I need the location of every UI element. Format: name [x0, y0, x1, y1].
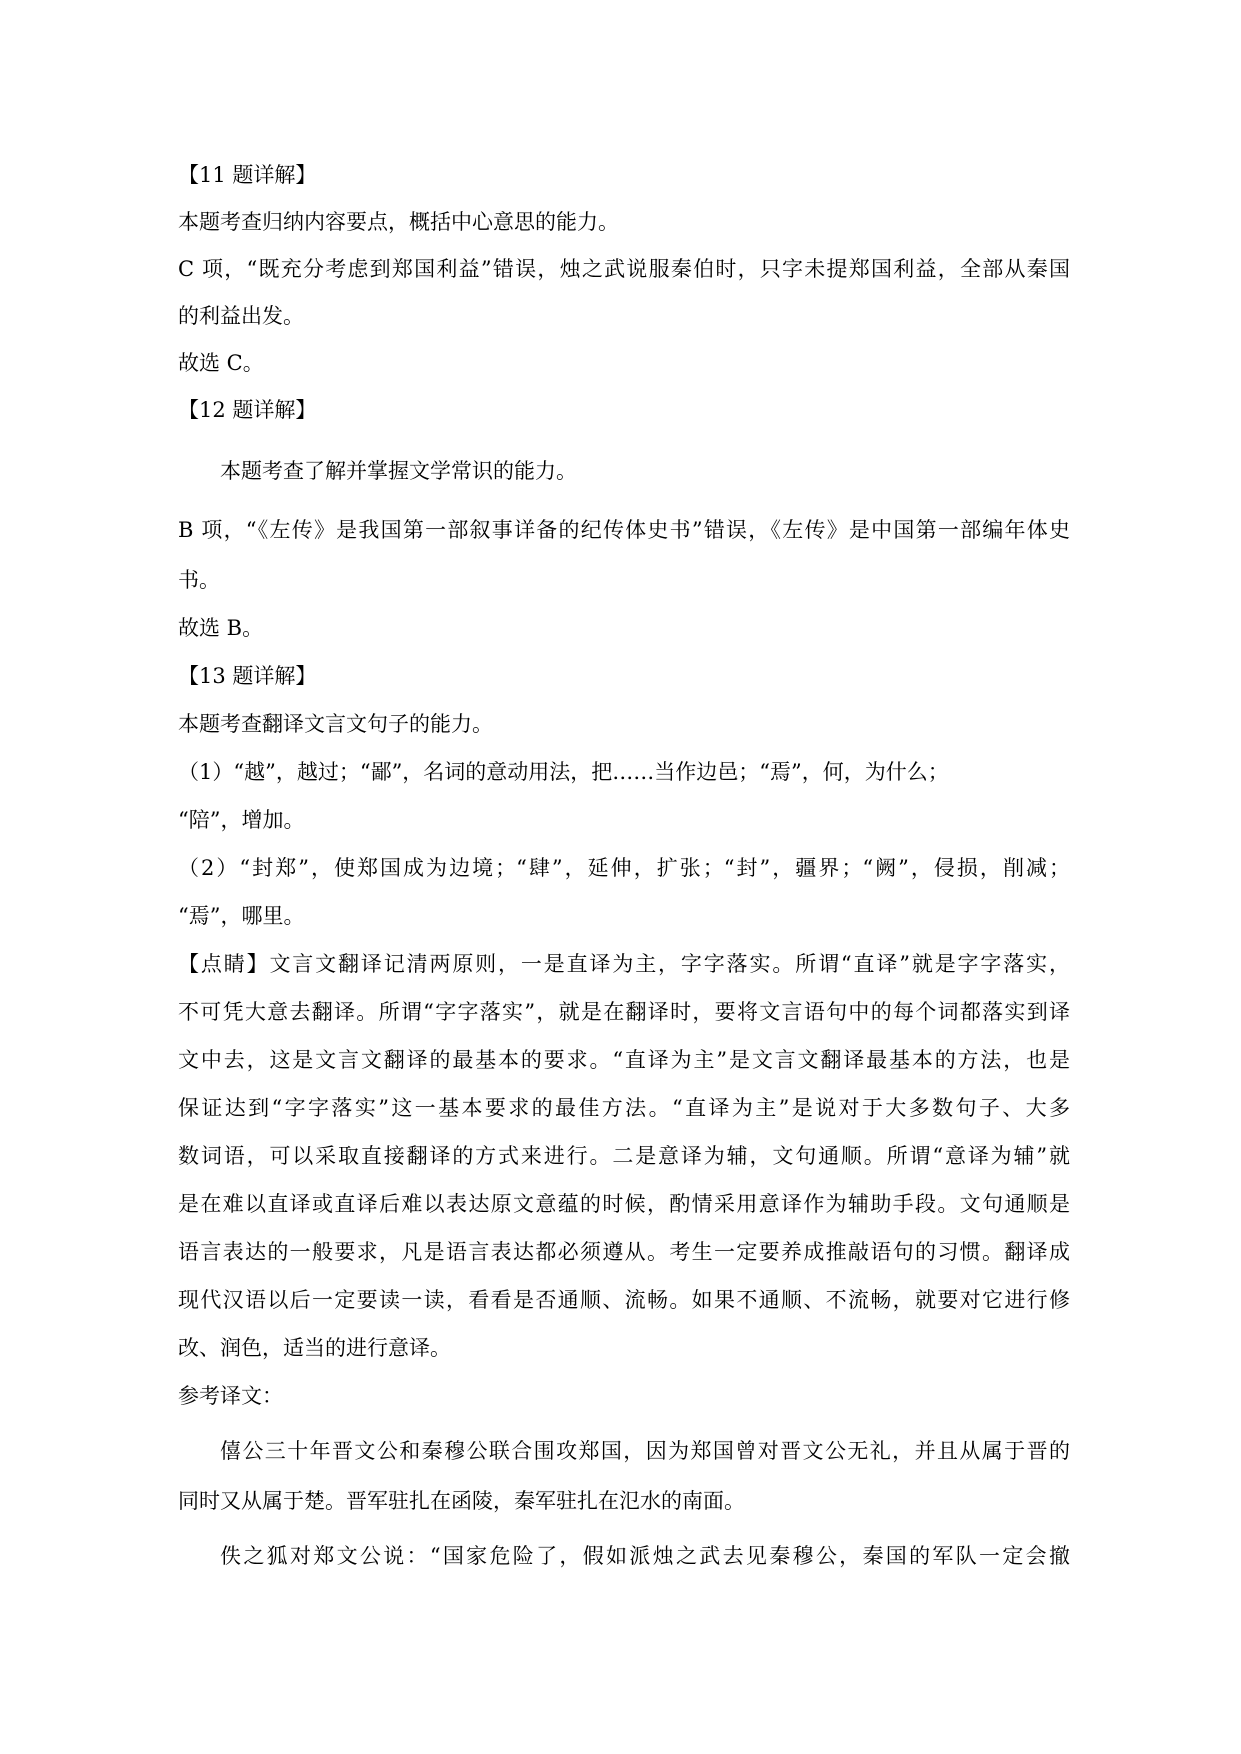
q12-option-line-1: B 项，“《左传》是我国第一部叙事详备的纪传体史书”错误，《左传》是中国第一部编年体史: [178, 518, 1070, 542]
q12-heading: 【12 题详解】: [178, 398, 317, 422]
q11-option-line-1: C 项，“既充分考虑到郑国利益”错误，烛之武说服秦伯时，只字未提郑国利益，全部从秦国: [178, 257, 1070, 281]
translation-p2-line-1: 佚之狐对郑文公说：“国家危险了，假如派烛之武去见秦穆公，秦国的军队一定会撤: [220, 1544, 1070, 1568]
q13-item-1-line-1: （1）“越”，越过；“鄙”，名词的意动用法，把……当作边邑；“焉”，何，为什么；: [178, 760, 949, 784]
q11-answer: 故选 C。: [178, 351, 264, 375]
q11-heading: 【11 题详解】: [178, 163, 317, 187]
q12-answer: 故选 B。: [178, 616, 264, 640]
q11-option-line-2: 的利益出发。: [178, 304, 304, 328]
tip-line: 数词语，可以采取直接翻译的方式来进行。二是意译为辅，文句通顺。所谓“意译为辅”就: [178, 1144, 1070, 1168]
q11-intro: 本题考查归纳内容要点，概括中心意思的能力。: [178, 210, 619, 234]
q13-item-1-line-2: “陪”，增加。: [178, 808, 305, 832]
tip-line: 是在难以直译或直译后难以表达原文意蕴的时候，酌情采用意译作为辅助手段。文句通顺是: [178, 1192, 1070, 1216]
translation-p1-line-1: 僖公三十年晋文公和秦穆公联合围攻郑国，因为郑国曾对晋文公无礼，并且从属于晋的: [220, 1439, 1070, 1463]
q13-item-2-line-1: （2）“封郑”，使郑国成为边境；“肆”，延伸，扩张；“封”，疆界；“阙”，侵损，削减；: [178, 856, 1070, 880]
q12-intro: 本题考查了解并掌握文学常识的能力。: [220, 459, 577, 483]
translation-heading: 参考译文：: [178, 1384, 283, 1408]
tip-line: 现代汉语以后一定要读一读，看看是否通顺、流畅。如果不通顺、不流畅，就要对它进行修: [178, 1288, 1070, 1312]
tip-line: 不可凭大意去翻译。所谓“字字落实”，就是在翻译时，要将文言语句中的每个词都落实到译: [178, 1000, 1070, 1024]
q12-option-line-2: 书。: [178, 568, 220, 592]
tip-line: 语言表达的一般要求，凡是语言表达都必须遵从。考生一定要养成推敲语句的习惯。翻译成: [178, 1240, 1070, 1264]
tip-line: 【点睛】文言文翻译记清两原则，一是直译为主，字字落实。所谓“直译”就是字字落实，: [178, 952, 1070, 976]
tip-line: 文中去，这是文言文翻译的最基本的要求。“直译为主”是文言文翻译最基本的方法，也是: [178, 1048, 1070, 1072]
tip-line: 保证达到“字字落实”这一基本要求的最佳方法。“直译为主”是说对于大多数句子、大多: [178, 1096, 1070, 1120]
q13-intro: 本题考查翻译文言文句子的能力。: [178, 712, 493, 736]
q13-item-2-line-2: “焉”，哪里。: [178, 904, 305, 928]
translation-p1-line-2: 同时又从属于楚。晋军驻扎在函陵，秦军驻扎在氾水的南面。: [178, 1489, 745, 1513]
q13-heading: 【13 题详解】: [178, 664, 317, 688]
tip-line: 改、润色，适当的进行意译。: [178, 1336, 451, 1360]
